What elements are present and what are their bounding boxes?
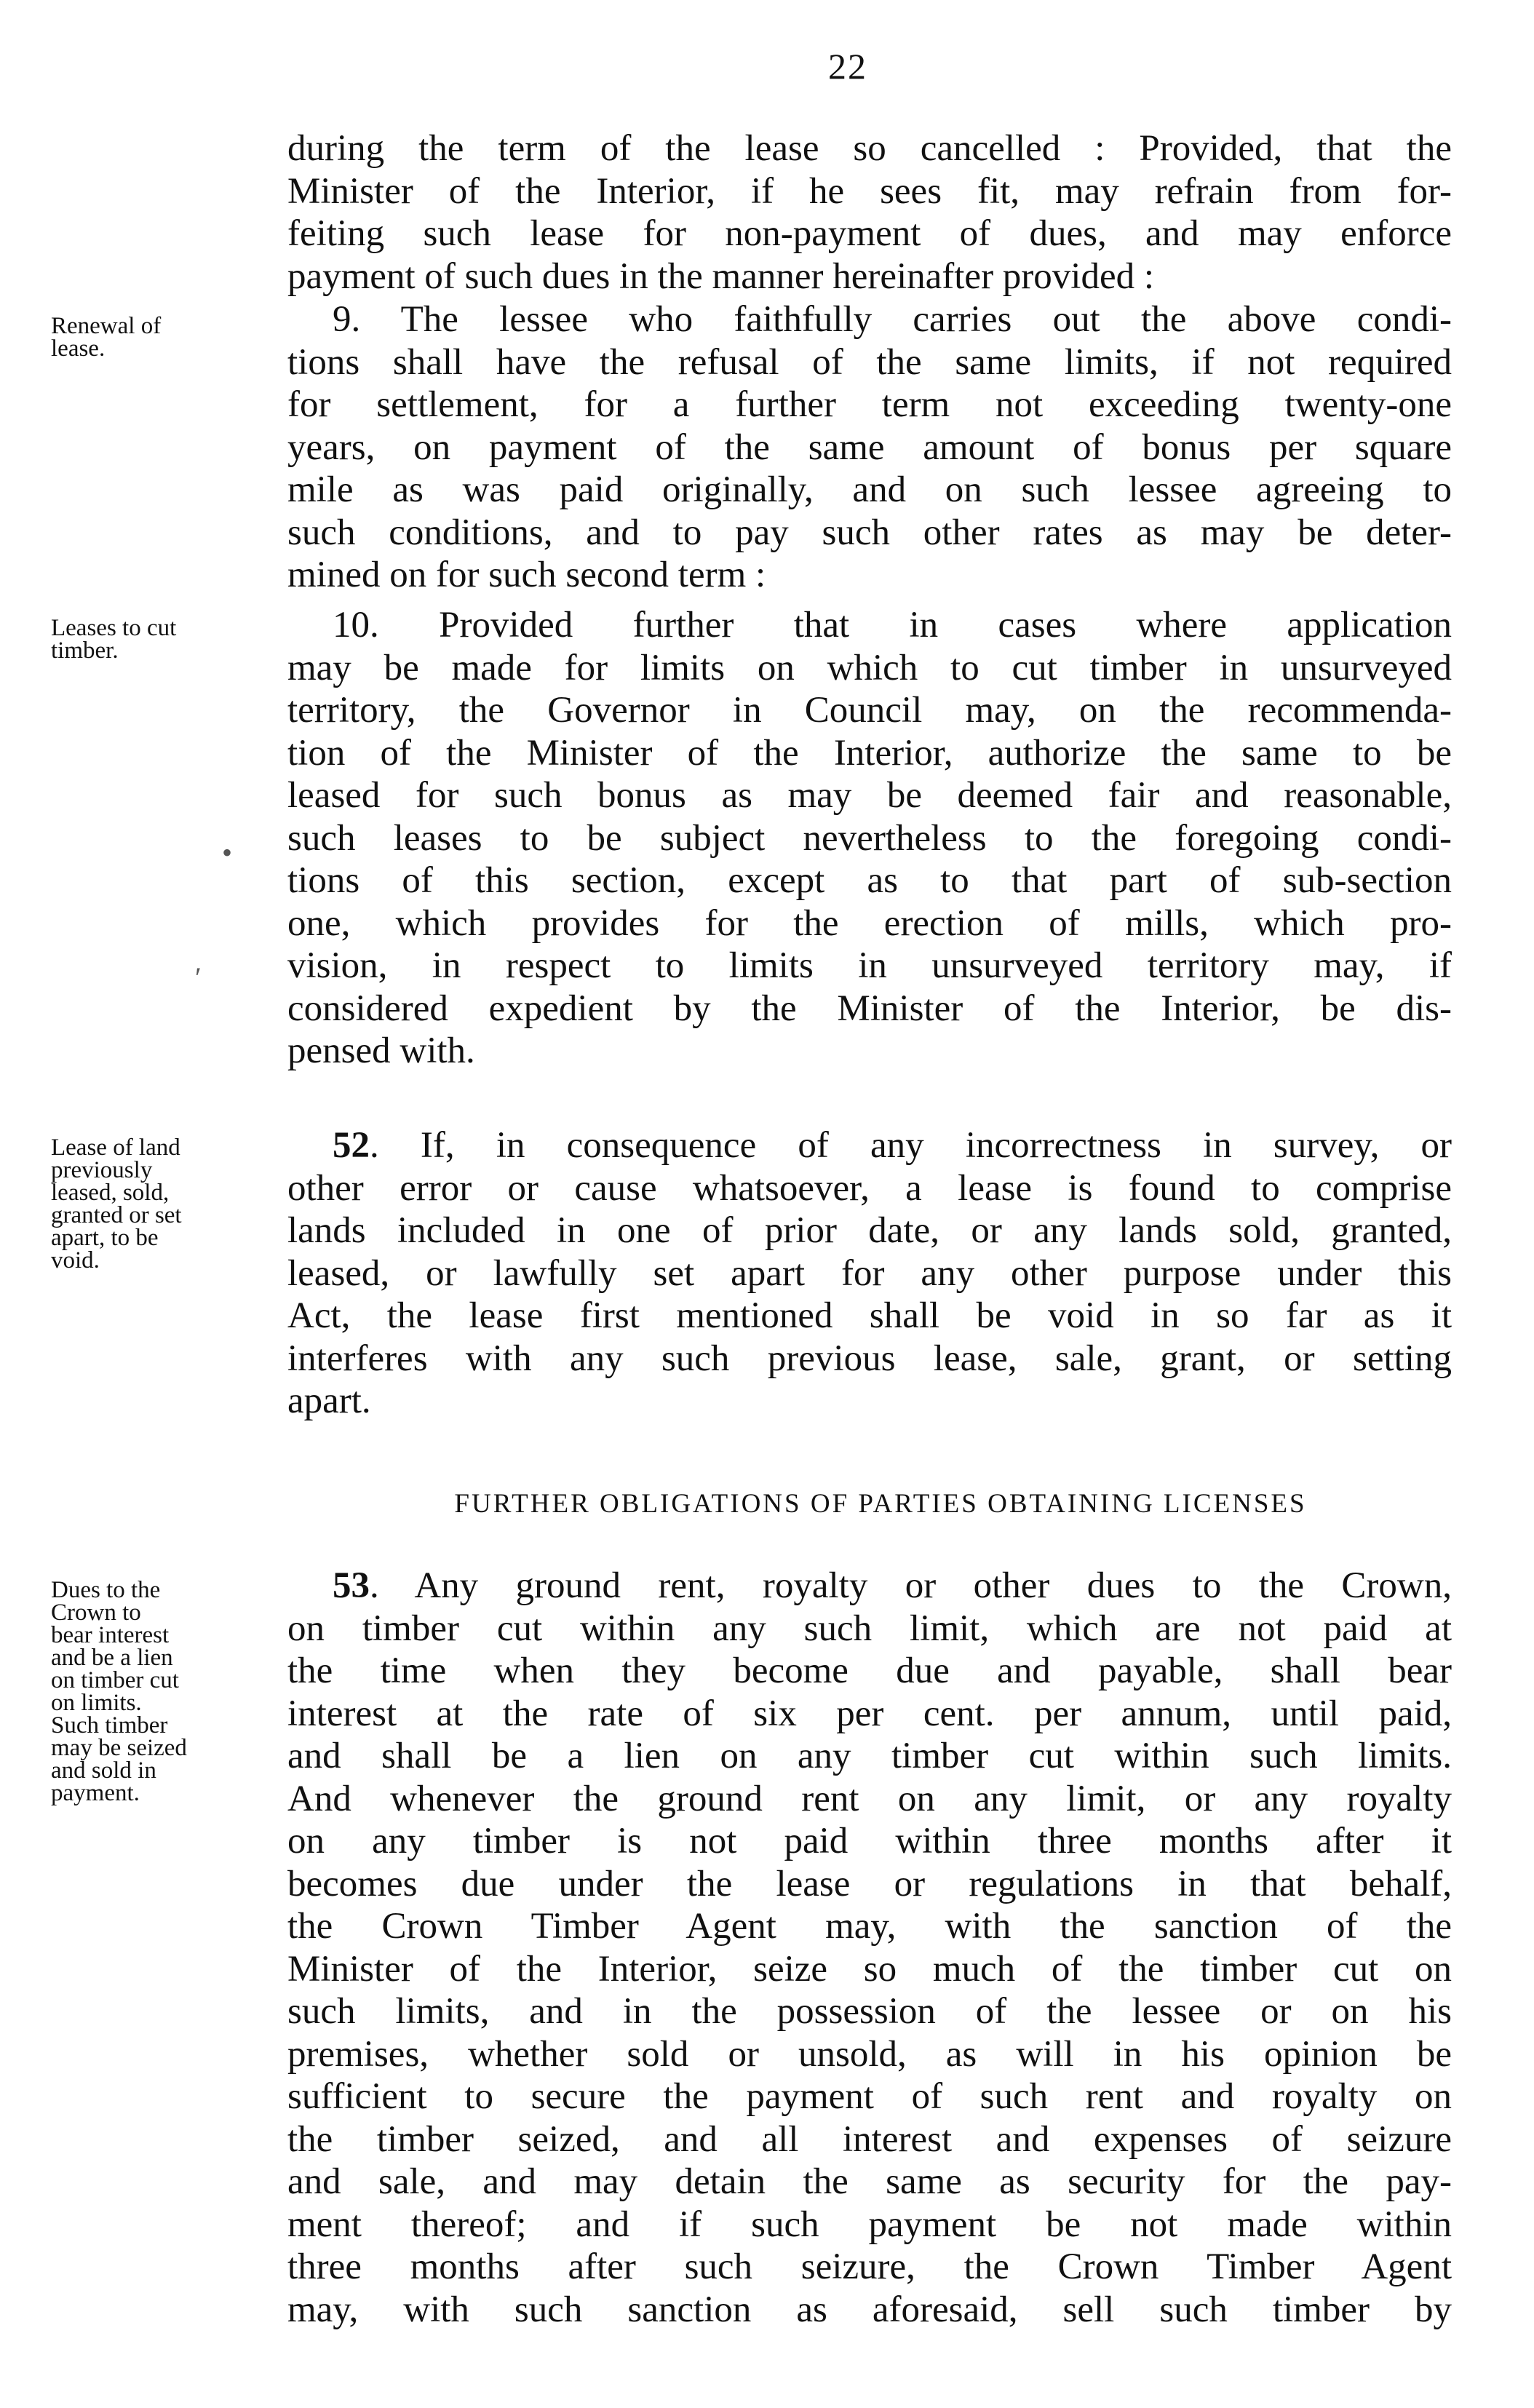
margin-note-renewal: [51, 315, 284, 360]
text-line: pensed with.: [287, 1030, 475, 1071]
text-line: considered expedient by the Minister of the Interior, be dis-: [287, 988, 1452, 1029]
text-line: leased for such bonus as may be deemed fair and reasonable,: [287, 775, 1452, 816]
paragraph-53: [287, 1565, 1452, 2331]
margin-note-line: Renewal of: [51, 313, 162, 339]
paragraph-continuation: [287, 127, 1452, 298]
text-line: lands included in one of prior date, or any lands sold, granted,: [287, 1210, 1452, 1251]
margin-note-line: apart, to be: [51, 1225, 159, 1251]
section-number: 53: [333, 1565, 370, 1606]
margin-note-lease-of-land: [51, 1137, 284, 1272]
margin-note-leases-to-cut: [51, 617, 284, 662]
text-line: may be made for limits on which to cut timber in unsurveyed: [287, 647, 1452, 688]
margin-note-line: and sold in: [51, 1757, 156, 1784]
margin-note-line: timber.: [51, 637, 119, 664]
text-line: ment thereof; and if such payment be not made within: [287, 2204, 1452, 2245]
margin-note-line: and be a lien: [51, 1645, 173, 1671]
text-line: the time when they become due and payable, shall bear: [287, 1650, 1452, 1691]
stray-mark: •: [222, 836, 233, 869]
text-line: on any timber is not paid within three months after it: [287, 1821, 1452, 1861]
text-line: interest at the rate of six per cent. per annum, until paid,: [287, 1693, 1452, 1734]
text-line: such limits, and in the possession of the lessee or on his: [287, 1991, 1452, 2032]
text-line: on timber cut within any such limit, which are not paid at: [287, 1608, 1452, 1649]
text-line: [287, 1124, 1452, 1167]
page-number: 22: [828, 46, 867, 87]
text-line: and shall be a lien on any timber cut within such limits.: [287, 1736, 1452, 1776]
text-line: becomes due under the lease or regulations in that behalf,: [287, 1863, 1452, 1904]
section-number: 52: [333, 1125, 370, 1166]
margin-note-line: leased, sold,: [51, 1180, 170, 1206]
text-line: mined on for such second term :: [287, 555, 766, 595]
text-line: vision, in respect to limits in unsurveyed territory may, if: [287, 945, 1452, 986]
paragraph-52: [287, 1124, 1452, 1423]
text-line: for settlement, for a further term not exceeding twenty-one: [287, 384, 1452, 425]
text-line: payment of such dues in the manner hereinafter provided :: [287, 255, 1155, 297]
margin-note-line: granted or set: [51, 1202, 182, 1228]
margin-note-line: previously: [51, 1157, 153, 1183]
text-line: during the term of the lease so cancelled : Provided, that the: [287, 128, 1452, 169]
paragraph-9: [287, 298, 1452, 597]
text-line: years, on payment of the same amount of bonus per square: [287, 426, 1452, 468]
section-heading: FURTHER OBLIGATIONS OF PARTIES OBTAINING LICENSES: [454, 1489, 1307, 1519]
margin-note-line: bear interest: [51, 1622, 170, 1648]
text-line: and sale, and may detain the same as security for the pay-: [287, 2161, 1452, 2202]
text-line: Act, the lease first mentioned shall be void in so far as it: [287, 1295, 1452, 1336]
text-line: Minister of the Interior, if he sees fit, may refrain from for-: [287, 170, 1452, 212]
text-line: [287, 1565, 1452, 1608]
text-line: 10. Provided further that in cases where application: [333, 605, 1452, 645]
paragraph-10: [287, 604, 1452, 1073]
margin-note-line: Such timber: [51, 1712, 168, 1739]
text-line: And whenever the ground rent on any limit, or any royalty: [287, 1778, 1452, 1819]
margin-note-line: payment.: [51, 1780, 140, 1806]
text-line: the Crown Timber Agent may, with the sanction of the: [287, 1906, 1452, 1947]
text-line: other error or cause whatsoever, a lease is found to comprise: [287, 1167, 1452, 1209]
margin-note-line: Dues to the: [51, 1577, 161, 1603]
text-line: such leases to be subject nevertheless to the foregoing condi-: [287, 817, 1452, 859]
text-line: 9. The lessee who faithfully carries out the above condi-: [333, 299, 1452, 340]
margin-note-line: may be seized: [51, 1735, 187, 1761]
text-line: tions shall have the refusal of the same limits, if not required: [287, 341, 1452, 383]
margin-note-line: Crown to: [51, 1600, 141, 1626]
margin-note-line: lease.: [51, 335, 106, 362]
text-line: tions of this section, except as to that part of sub-section: [287, 860, 1452, 901]
text-line: such conditions, and to pay such other rates as may be deter-: [287, 512, 1452, 553]
text-line: may, with such sanction as aforesaid, sell such timber by: [287, 2289, 1452, 2330]
text-line: feiting such lease for non-payment of dues, and may enforce: [287, 213, 1452, 254]
margin-note-line: on limits.: [51, 1690, 142, 1716]
text-line: territory, the Governor in Council may, on the recommenda-: [287, 690, 1452, 731]
text-line: Minister of the Interior, seize so much of the timber cut on: [287, 1948, 1452, 1990]
text-line: the timber seized, and all interest and expenses of seizure: [287, 2118, 1452, 2160]
text-line: three months after such seizure, the Crown Timber Agent: [287, 2246, 1452, 2287]
text-line: mile as was paid originally, and on such lessee agreeing to: [287, 469, 1452, 510]
margin-note-line: Lease of land: [51, 1135, 180, 1161]
text-line: tion of the Minister of the Interior, authorize the same to be: [287, 732, 1452, 774]
text-line: sufficient to secure the payment of such rent and royalty on: [287, 2076, 1452, 2117]
margin-note-dues-to-crown: [51, 1579, 284, 1805]
margin-note-line: on timber cut: [51, 1667, 179, 1693]
text-line-content: . Any ground rent, royalty or other dues to the Crown,: [370, 1565, 1452, 1606]
text-line-content: . If, in consequence of any incorrectness in survey, or: [370, 1125, 1452, 1166]
stray-mark: ′: [195, 961, 202, 994]
text-line: premises, whether sold or unsold, as will in his opinion be: [287, 2033, 1452, 2075]
text-line: leased, or lawfully set apart for any other purpose under this: [287, 1252, 1452, 1294]
margin-note-line: Leases to cut: [51, 615, 177, 641]
text-line: apart.: [287, 1380, 371, 1421]
text-line: one, which provides for the erection of mills, which pro-: [287, 902, 1452, 944]
margin-note-line: void.: [51, 1247, 100, 1273]
text-line: interferes with any such previous lease, sale, grant, or setting: [287, 1338, 1452, 1379]
